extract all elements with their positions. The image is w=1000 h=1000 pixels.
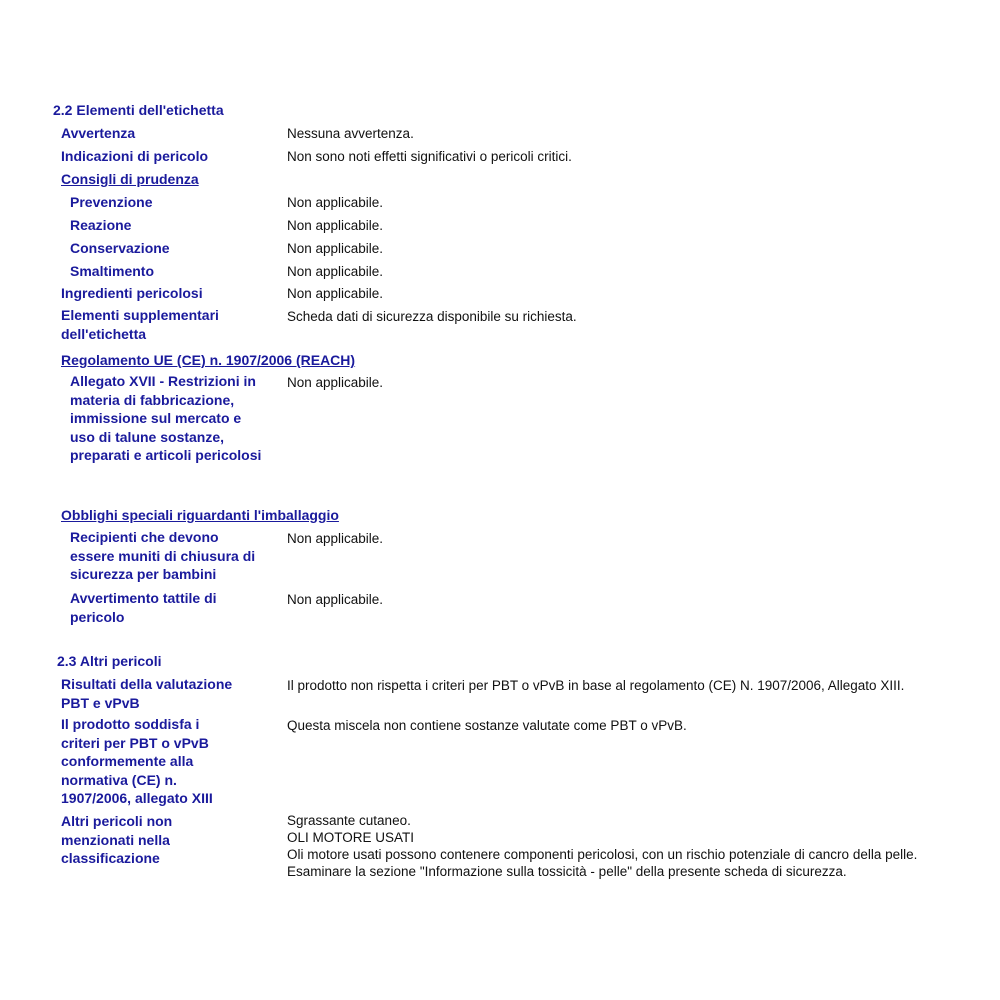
allegato-xvii-label: Allegato XVII - Restrizioni in materia di fabbricazione, immissione sul mercato e uso di talune sostanze, preparati e articoli pericolosi xyxy=(70,373,262,463)
reazione-value: Non applicabile. xyxy=(287,218,384,233)
indicazioni-label: Indicazioni di pericolo xyxy=(61,148,209,164)
reazione-label: Reazione xyxy=(70,217,132,233)
imballaggio-heading: Obblighi speciali riguardanti l'imballaggio xyxy=(61,507,339,523)
avvertimento-tattile-label: Avvertimento tattile di pericolo xyxy=(70,590,217,625)
altri-pericoli-value-line3: Oli motore usati possono contenere componenti pericolosi, con un rischio potenziale di cancro della pelle. Esaminare la sezione "Informazione sulla tossicità - pelle" della presente scheda di sicurezza. xyxy=(287,847,918,879)
indicazioni-value: Non sono noti effetti significativi o pericoli critici. xyxy=(287,149,572,164)
prevenzione-value: Non applicabile. xyxy=(287,195,384,210)
reach-heading: Regolamento UE (CE) n. 1907/2006 (REACH) xyxy=(61,352,356,368)
smaltimento-label: Smaltimento xyxy=(70,263,155,279)
smaltimento-value: Non applicabile. xyxy=(287,264,384,279)
avvertenza-label: Avvertenza xyxy=(61,125,136,141)
section-2-2-title: 2.2 Elementi dell'etichetta xyxy=(53,102,224,118)
prevenzione-label: Prevenzione xyxy=(70,194,153,210)
risultati-pbt-value: Il prodotto non rispetta i criteri per PBT o vPvB in base al regolamento (CE) N. 1907/2006, Allegato XIII. xyxy=(287,678,905,693)
elementi-supplementari-value: Scheda dati di sicurezza disponibile su richiesta. xyxy=(287,309,577,324)
elementi-supplementari-label: Elementi supplementari dell'etichetta xyxy=(61,307,219,342)
conservazione-label: Conservazione xyxy=(70,240,170,256)
altri-pericoli-label: Altri pericoli non menzionati nella classificazione xyxy=(61,813,173,866)
risultati-pbt-label: Risultati della valutazione PBT e vPvB xyxy=(61,676,233,711)
altri-pericoli-value-line2: OLI MOTORE USATI xyxy=(287,830,415,845)
ingredienti-label: Ingredienti pericolosi xyxy=(61,285,203,301)
recipienti-label: Recipienti che devono essere muniti di chiusura di sicurezza per bambini xyxy=(70,529,256,582)
consigli-heading: Consigli di prudenza xyxy=(61,171,199,187)
altri-pericoli-value-line1: Sgrassante cutaneo. xyxy=(287,813,411,828)
allegato-xvii-value: Non applicabile. xyxy=(287,375,384,390)
avvertenza-value: Nessuna avvertenza. xyxy=(287,126,414,141)
soddisfa-criteri-label: Il prodotto soddisfa i criteri per PBT o vPvB conformemente alla normativa (CE) n. 1907/2006, allegato XIII xyxy=(61,716,213,806)
conservazione-value: Non applicabile. xyxy=(287,241,384,256)
section-2-3-title: 2.3 Altri pericoli xyxy=(57,653,162,669)
altri-pericoli-value xyxy=(287,812,927,880)
ingredienti-value: Non applicabile. xyxy=(287,286,384,301)
recipienti-value: Non applicabile. xyxy=(287,531,384,546)
avvertimento-tattile-value: Non applicabile. xyxy=(287,592,384,607)
soddisfa-criteri-value: Questa miscela non contiene sostanze valutate come PBT o vPvB. xyxy=(287,718,687,733)
